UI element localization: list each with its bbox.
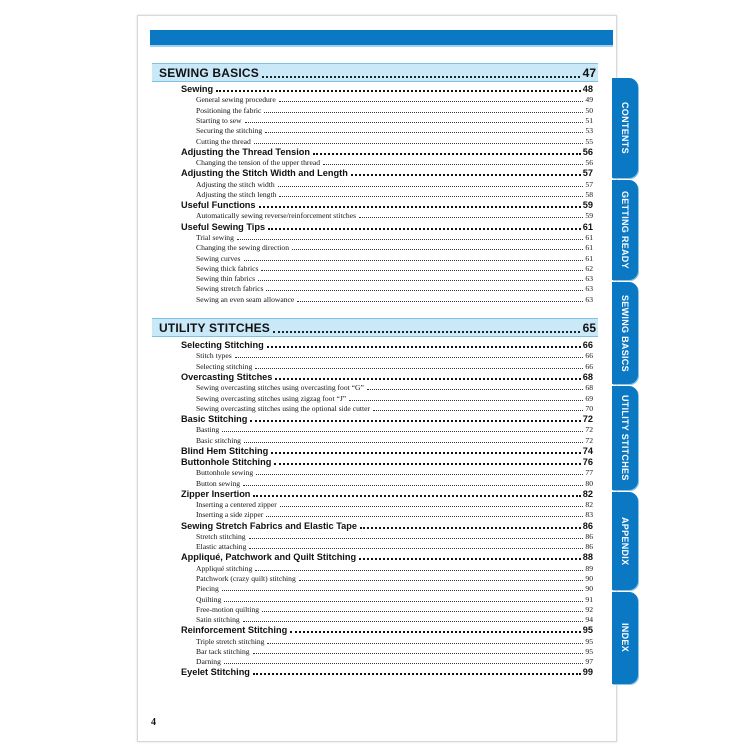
toc-entry-title: Adjusting the Stitch Width and Length xyxy=(181,168,348,179)
toc-subentry[interactable] xyxy=(181,434,593,444)
tab-label: APPENDIX xyxy=(620,516,630,566)
toc-entry[interactable] xyxy=(181,519,593,530)
toc-subentry[interactable] xyxy=(181,115,593,125)
toc-subentry[interactable] xyxy=(181,614,593,624)
dot-leader xyxy=(367,389,584,390)
dot-leader xyxy=(255,570,583,571)
dot-leader xyxy=(258,280,583,281)
toc-subentry-page: 95 xyxy=(585,646,593,656)
toc-subentry-page: 63 xyxy=(585,284,593,294)
toc-subentry-page: 94 xyxy=(585,615,593,625)
toc-subentry-page: 53 xyxy=(585,126,593,136)
dot-leader xyxy=(265,132,583,133)
toc-subentry[interactable] xyxy=(181,573,593,583)
toc-list-sewing-basics xyxy=(181,83,593,304)
toc-subentry-title: Trial sewing xyxy=(196,232,234,242)
toc-subentry-page: 61 xyxy=(585,253,593,263)
dot-leader xyxy=(243,485,583,486)
toc-subentry-page: 97 xyxy=(585,657,593,667)
toc-subentry-title: Starting to sew xyxy=(196,116,242,126)
dot-leader xyxy=(222,590,584,591)
toc-subentry[interactable] xyxy=(181,189,593,199)
toc-entry-title: Adjusting the Thread Tension xyxy=(181,146,310,157)
toc-subentry-page: 49 xyxy=(585,95,593,105)
toc-subentry[interactable] xyxy=(181,477,593,487)
toc-subentry-page: 72 xyxy=(585,425,593,435)
toc-subentry-title: Buttonhole sewing xyxy=(196,468,254,478)
toc-subentry-title: Positioning the fabric xyxy=(196,105,262,115)
dot-leader xyxy=(273,323,580,333)
dot-leader xyxy=(313,153,581,155)
top-color-bar xyxy=(150,30,613,45)
dot-leader xyxy=(216,90,581,92)
toc-subentry[interactable] xyxy=(181,135,593,145)
toc-subentry-title: Basting xyxy=(196,425,220,435)
toc-entry-page: 74 xyxy=(582,445,593,456)
toc-entry[interactable] xyxy=(181,413,593,424)
toc-subentry-title: Cutting the thread xyxy=(196,136,251,146)
toc-subentry[interactable] xyxy=(181,263,593,273)
toc-subentry-title: Inserting a side zipper xyxy=(196,510,264,520)
toc-entry-title: Blind Hem Stitching xyxy=(181,445,269,456)
dot-leader xyxy=(259,206,581,208)
toc-subentry-page: 90 xyxy=(585,573,593,583)
toc-subentry-page: 86 xyxy=(585,542,593,552)
toc-entry-title: Overcasting Stitches xyxy=(181,371,273,382)
toc-entry-title: Sewing Stretch Fabrics and Elastic Tape xyxy=(181,520,357,531)
toc-subentry[interactable] xyxy=(181,94,593,104)
toc-subentry[interactable] xyxy=(181,252,593,262)
toc-subentry-page: 57 xyxy=(585,179,593,189)
toc-subentry-title: Piecing xyxy=(196,584,219,594)
dot-leader xyxy=(250,420,580,422)
tab-label: SEWING BASICS xyxy=(620,294,630,372)
toc-entry-title: Eyelet Stitching xyxy=(181,667,250,678)
toc-subentry-page: 80 xyxy=(585,478,593,488)
toc-entry[interactable] xyxy=(181,456,593,467)
toc-subentry[interactable] xyxy=(181,656,593,666)
toc-entry[interactable] xyxy=(181,220,593,231)
section-header-sewing-basics[interactable] xyxy=(152,63,598,82)
toc-subentry-title: Changing the sewing direction xyxy=(196,243,290,253)
toc-entry[interactable] xyxy=(181,146,593,157)
toc-subentry[interactable] xyxy=(181,382,593,392)
toc-subentry-title: Free-motion quilting xyxy=(196,604,260,614)
toc-subentry-title: Button sewing xyxy=(196,478,241,488)
toc-subentry[interactable] xyxy=(181,283,593,293)
toc-entry-title: Appliqué, Patchwork and Quilt Stitching xyxy=(181,552,357,563)
toc-subentry-page: 91 xyxy=(585,594,593,604)
toc-subentry[interactable] xyxy=(181,178,593,188)
dot-leader xyxy=(267,346,581,348)
toc-subentry[interactable] xyxy=(181,593,593,603)
toc-subentry[interactable] xyxy=(181,499,593,509)
dot-leader xyxy=(359,217,583,218)
toc-subentry-page: 50 xyxy=(585,105,593,115)
toc-subentry-page: 86 xyxy=(585,531,593,541)
toc-subentry-page: 69 xyxy=(585,393,593,403)
toc-entry[interactable] xyxy=(181,167,593,178)
toc-subentry-page: 90 xyxy=(585,584,593,594)
section-header-utility-stitches[interactable] xyxy=(152,318,598,337)
tab-label: CONTENTS xyxy=(620,102,630,154)
dot-leader xyxy=(373,410,583,411)
dot-leader xyxy=(299,580,584,581)
toc-subentry[interactable] xyxy=(181,210,593,220)
toc-subentry-title: Basic stitching xyxy=(196,435,241,445)
dot-leader xyxy=(274,463,580,465)
dot-leader xyxy=(267,643,583,644)
toc-entry-title: Zipper Insertion xyxy=(181,488,251,499)
dot-leader xyxy=(279,196,583,197)
toc-entry-page: 48 xyxy=(582,84,593,95)
dot-leader xyxy=(262,68,580,78)
toc-entry[interactable] xyxy=(181,83,593,94)
top-color-bar-underline xyxy=(150,45,613,47)
tab-label: GETTING READY xyxy=(620,191,630,269)
toc-subentry-title: Changing the tension of the upper thread xyxy=(196,158,320,168)
toc-subentry[interactable] xyxy=(181,531,593,541)
toc-subentry-title: General sewing procedure xyxy=(196,95,276,105)
dot-leader xyxy=(253,673,581,675)
dot-leader xyxy=(249,548,583,549)
tab-appendix[interactable] xyxy=(612,492,638,590)
toc-subentry-page: 51 xyxy=(585,116,593,126)
toc-subentry-title: Sewing an even seam allowance xyxy=(196,294,295,304)
dot-leader xyxy=(297,301,583,302)
toc-entry-title: Useful Functions xyxy=(181,200,256,211)
page-number: 4 xyxy=(151,717,156,728)
toc-subentry-page: 70 xyxy=(585,403,593,413)
dot-leader xyxy=(253,495,580,497)
toc-entry-title: Useful Sewing Tips xyxy=(181,221,266,232)
dot-leader xyxy=(256,474,583,475)
toc-subentry-title: Stretch stitching xyxy=(196,531,246,541)
toc-entry-title: Selecting Stitching xyxy=(181,340,264,351)
dot-leader xyxy=(255,368,583,369)
dot-leader xyxy=(224,601,583,602)
dot-leader xyxy=(349,400,583,401)
toc-subentry-page: 72 xyxy=(585,435,593,445)
toc-subentry-page: 63 xyxy=(585,274,593,284)
toc-subentry[interactable] xyxy=(181,562,593,572)
toc-subentry-title: Patchwork (crazy quilt) stitching xyxy=(196,573,296,583)
toc-subentry-page: 56 xyxy=(585,158,593,168)
toc-subentry[interactable] xyxy=(181,604,593,614)
dot-leader xyxy=(275,378,580,380)
section-title: UTILITY STITCHES xyxy=(159,320,270,335)
toc-subentry-title: Bar tack stitching xyxy=(196,646,250,656)
dot-leader xyxy=(323,164,583,165)
toc-subentry-page: 66 xyxy=(585,351,593,361)
toc-subentry[interactable] xyxy=(181,360,593,370)
dot-leader xyxy=(245,122,584,123)
section-page: 47 xyxy=(582,65,596,80)
dot-leader xyxy=(271,452,580,454)
toc-subentry-title: Inserting a centered zipper xyxy=(196,500,277,510)
dot-leader xyxy=(280,506,584,507)
toc-entry-title: Buttonhole Stitching xyxy=(181,457,272,468)
toc-subentry-title: Darning xyxy=(196,657,221,667)
toc-entry[interactable] xyxy=(181,339,593,350)
toc-subentry-title: Triple stretch stitching xyxy=(196,636,265,646)
dot-leader xyxy=(235,357,584,358)
toc-subentry-page: 83 xyxy=(585,510,593,520)
toc-subentry-title: Securing the stitching xyxy=(196,126,263,136)
toc-subentry-page: 58 xyxy=(585,189,593,199)
toc-subentry-title: Sewing stretch fabrics xyxy=(196,284,264,294)
toc-subentry[interactable] xyxy=(181,293,593,303)
toc-entry-page: 66 xyxy=(582,340,593,351)
dot-leader xyxy=(262,611,583,612)
toc-subentry[interactable] xyxy=(181,125,593,135)
toc-subentry-title: Sewing curves xyxy=(196,253,241,263)
toc-entry-page: 76 xyxy=(582,457,593,468)
toc-subentry[interactable] xyxy=(181,509,593,519)
dot-leader xyxy=(249,538,584,539)
dot-leader xyxy=(290,631,581,633)
tab-contents[interactable] xyxy=(612,78,638,178)
dot-leader xyxy=(261,270,583,271)
toc-entry-page: 72 xyxy=(582,414,593,425)
toc-subentry-title: Stitch types xyxy=(196,351,232,361)
toc-subentry[interactable] xyxy=(181,583,593,593)
toc-subentry-page: 66 xyxy=(585,361,593,371)
toc-subentry-page: 82 xyxy=(585,500,593,510)
tab-sewing-basics[interactable] xyxy=(612,282,638,384)
toc-subentry-page: 89 xyxy=(585,563,593,573)
toc-subentry-page: 77 xyxy=(585,468,593,478)
dot-leader xyxy=(278,186,584,187)
toc-entry[interactable] xyxy=(181,371,593,382)
section-page: 65 xyxy=(582,320,596,335)
toc-entry[interactable] xyxy=(181,445,593,456)
tab-getting-ready[interactable] xyxy=(612,180,638,280)
dot-leader xyxy=(237,239,584,240)
toc-entry-page: 99 xyxy=(582,667,593,678)
toc-subentry-title: Automatically sewing reverse/reinforcement stitches xyxy=(196,211,357,221)
dot-leader xyxy=(244,442,583,443)
toc-subentry-title: Sewing thin fabrics xyxy=(196,274,256,284)
toc-subentry-page: 59 xyxy=(585,211,593,221)
toc-list-utility-stitches xyxy=(181,339,593,677)
toc-subentry[interactable] xyxy=(181,635,593,645)
toc-subentry-page: 61 xyxy=(585,243,593,253)
toc-subentry[interactable] xyxy=(181,392,593,402)
toc-subentry-page: 92 xyxy=(585,604,593,614)
toc-entry[interactable] xyxy=(181,199,593,210)
toc-entry[interactable] xyxy=(181,488,593,499)
toc-subentry-title: Selecting stitching xyxy=(196,361,253,371)
toc-entry-title: Basic Stitching xyxy=(181,414,248,425)
toc-subentry[interactable] xyxy=(181,242,593,252)
toc-entry-page: 57 xyxy=(582,168,593,179)
dot-leader xyxy=(222,431,583,432)
toc-subentry[interactable] xyxy=(181,104,593,114)
toc-subentry-title: Appliqué stitching xyxy=(196,563,253,573)
toc-subentry[interactable] xyxy=(181,350,593,360)
toc-subentry-title: Sewing overcasting stitches using zigzag foot “J” xyxy=(196,393,347,403)
toc-entry-page: 88 xyxy=(582,552,593,563)
dot-leader xyxy=(360,527,581,529)
toc-subentry-page: 62 xyxy=(585,263,593,273)
dot-leader xyxy=(279,101,584,102)
dot-leader xyxy=(268,228,581,230)
toc-subentry-title: Sewing overcasting stitches using the optional side cutter xyxy=(196,403,370,413)
toc-entry-page: 82 xyxy=(582,488,593,499)
dot-leader xyxy=(266,516,583,517)
toc-subentry-page: 61 xyxy=(585,232,593,242)
toc-subentry-title: Elastic attaching xyxy=(196,542,247,552)
toc-entry-title: Reinforcement Stitching xyxy=(181,625,288,636)
toc-subentry-page: 68 xyxy=(585,383,593,393)
toc-entry-page: 68 xyxy=(582,371,593,382)
toc-entry-page: 95 xyxy=(582,625,593,636)
toc-subentry-title: Quilting xyxy=(196,594,222,604)
dot-leader xyxy=(292,249,583,250)
dot-leader xyxy=(351,174,581,176)
toc-subentry-title: Satin stitching xyxy=(196,615,240,625)
toc-subentry[interactable] xyxy=(181,273,593,283)
toc-subentry-page: 55 xyxy=(585,136,593,146)
dot-leader xyxy=(359,558,581,560)
section-title: SEWING BASICS xyxy=(159,65,259,80)
toc-entry-page: 86 xyxy=(582,520,593,531)
dot-leader xyxy=(253,653,584,654)
toc-subentry[interactable] xyxy=(181,646,593,656)
toc-subentry[interactable] xyxy=(181,541,593,551)
toc-entry-title: Sewing xyxy=(181,84,214,95)
dot-leader xyxy=(244,260,584,261)
toc-subentry-title: Adjusting the stitch length xyxy=(196,189,277,199)
toc-entry-page: 56 xyxy=(582,146,593,157)
toc-entry[interactable] xyxy=(181,666,593,677)
toc-subentry[interactable] xyxy=(181,403,593,413)
tab-index[interactable] xyxy=(612,592,638,684)
toc-subentry[interactable] xyxy=(181,157,593,167)
dot-leader xyxy=(264,112,583,113)
toc-subentry-page: 95 xyxy=(585,636,593,646)
toc-subentry-title: Sewing thick fabrics xyxy=(196,263,259,273)
toc-subentry[interactable] xyxy=(181,232,593,242)
dot-leader xyxy=(224,663,584,664)
toc-entry-page: 61 xyxy=(582,221,593,232)
toc-subentry[interactable] xyxy=(181,467,593,477)
dot-leader xyxy=(254,143,584,144)
toc-entry[interactable] xyxy=(181,624,593,635)
dot-leader xyxy=(243,621,584,622)
toc-subentry-title: Adjusting the stitch width xyxy=(196,179,275,189)
dot-leader xyxy=(266,290,583,291)
toc-entry-page: 59 xyxy=(582,200,593,211)
toc-subentry[interactable] xyxy=(181,424,593,434)
tab-utility-stitches[interactable] xyxy=(612,386,638,490)
toc-entry[interactable] xyxy=(181,551,593,562)
tab-label: UTILITY STITCHES xyxy=(620,395,630,481)
toc-subentry-title: Sewing overcasting stitches using overcasting foot “G” xyxy=(196,383,364,393)
tab-label: INDEX xyxy=(620,623,630,653)
toc-subentry-page: 63 xyxy=(585,294,593,304)
